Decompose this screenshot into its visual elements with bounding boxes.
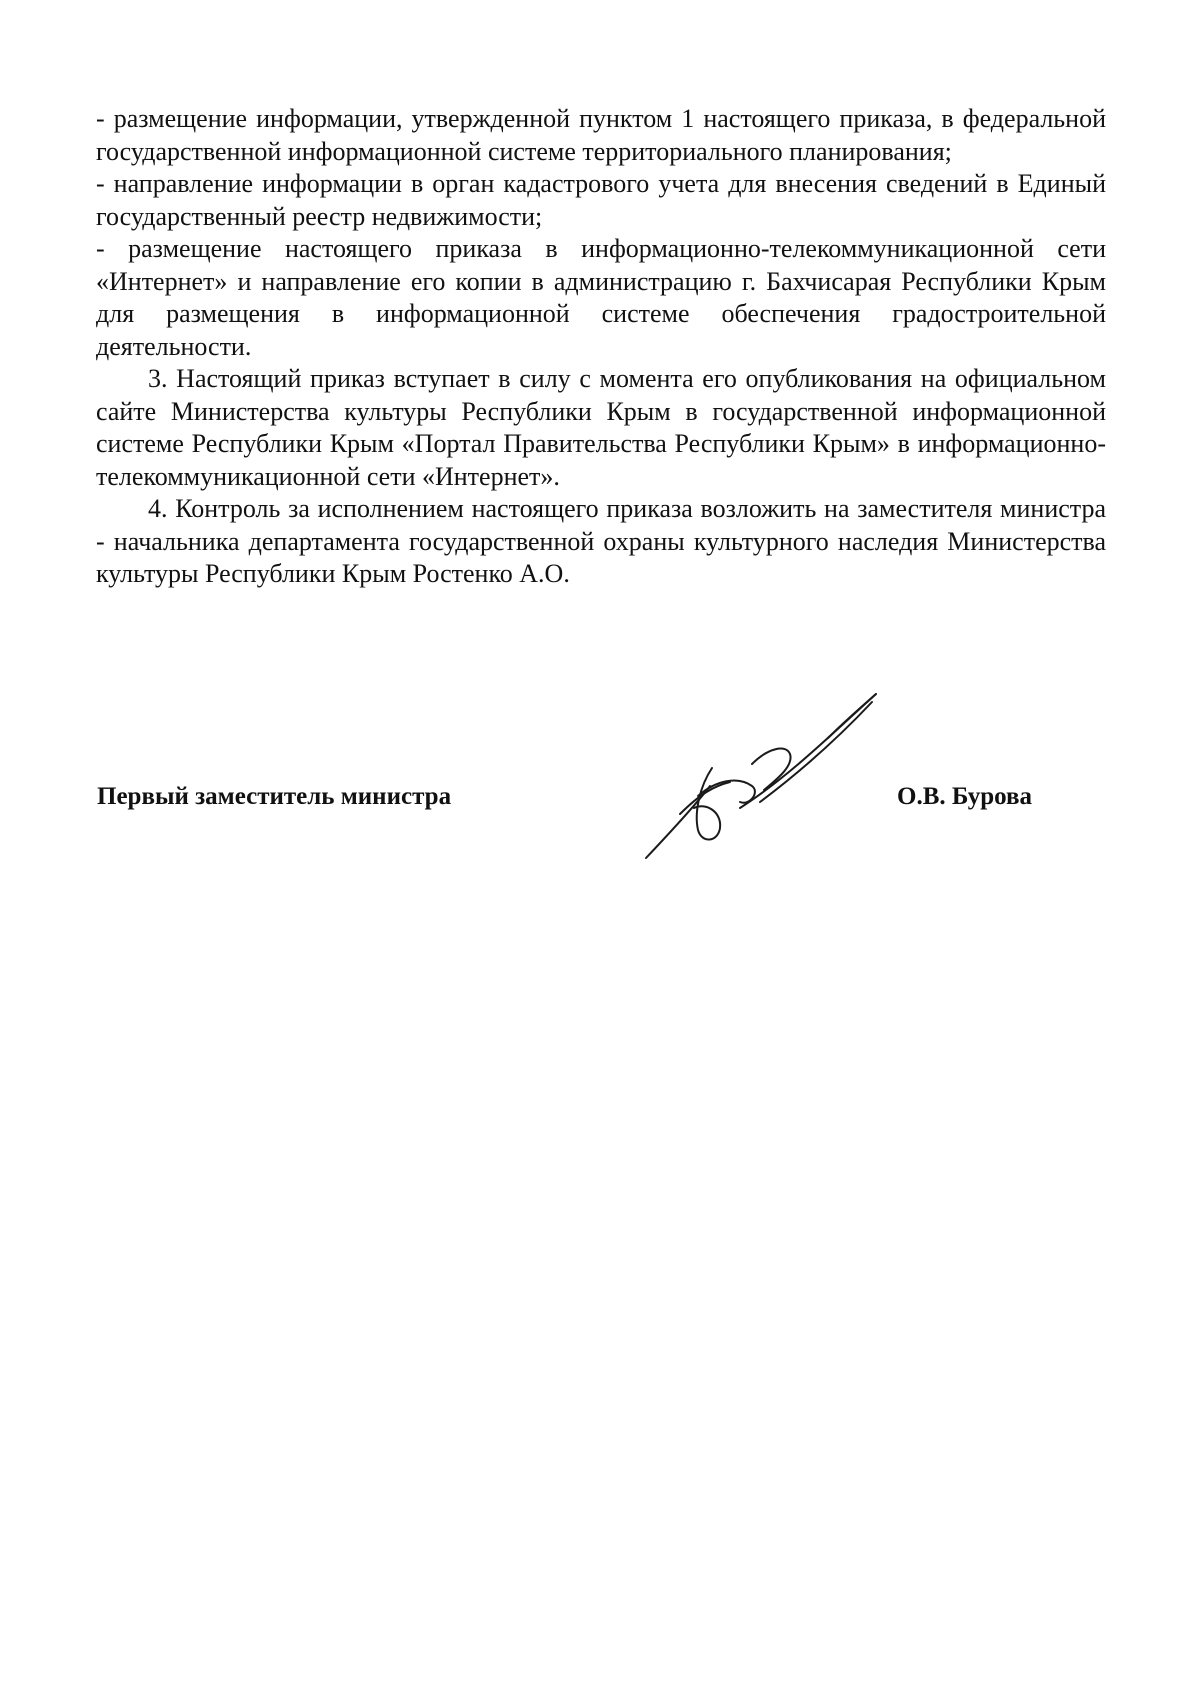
- signer-title: Первый заместитель министра: [97, 783, 452, 810]
- list-item-internet: - размещение настоящего приказа в информационно-телекоммуникационной сети «Интернет» и направление его копии в администрацию г. Бахчисарая Республики Крым для размещения в информационной системе обеспечения градостроительной деятельности.: [96, 234, 1106, 361]
- list-item-cadastre: - направление информации в орган кадастрового учета для внесения сведений в Единый государственный реестр недвижимости;: [96, 169, 1106, 231]
- list-item-publication: - размещение информации, утвержденной пунктом 1 настоящего приказа, в федеральной государственной информационной системе территориального планирования;: [96, 104, 1106, 166]
- signature-block: [0, 690, 1200, 880]
- clause-3: 3. Настоящий приказ вступает в силу с момента его опубликования на официальном сайте Министерства культуры Республики Крым в государственной информационной системе Республики Крым «Портал Правительства Республики Крым» в информационно-телекоммуникационной сети «Интернет».: [96, 364, 1106, 491]
- signer-name: О.В. Бурова: [897, 783, 1033, 810]
- handwritten-signature: [640, 690, 920, 870]
- clause-4: 4. Контроль за исполнением настоящего приказа возложить на заместителя министра - начальника департамента государственной охраны культурного наследия Министерства культуры Республики Крым Ростенко А.О.: [96, 494, 1106, 588]
- document-body: [96, 103, 1106, 591]
